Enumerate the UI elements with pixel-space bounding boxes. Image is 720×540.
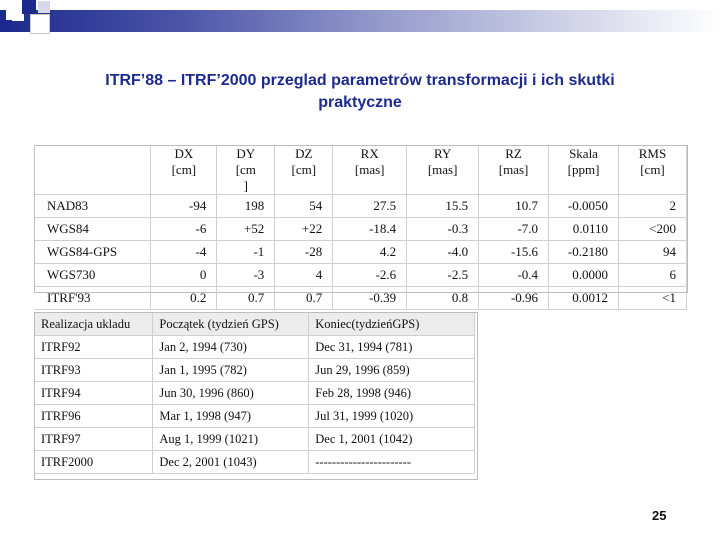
- table-header-row: [35, 313, 475, 336]
- table-cell: 2: [619, 195, 687, 218]
- header-cell-dz: DZ [cm]: [275, 146, 333, 195]
- table-cell: 27.5: [333, 195, 407, 218]
- table-cell: -0.39: [333, 287, 407, 310]
- header-cell-dy: DY [cm ]: [217, 146, 275, 195]
- table-cell: +52: [217, 218, 275, 241]
- row-label: WGS84-GPS: [35, 241, 151, 264]
- table-row: [35, 359, 475, 382]
- table-cell: Feb 28, 1998 (946): [309, 382, 475, 405]
- table-cell: Jun 30, 1996 (860): [153, 382, 309, 405]
- table-cell: ITRF96: [35, 405, 153, 428]
- table-cell: ITRF94: [35, 382, 153, 405]
- header-decoration-square: [22, 0, 36, 14]
- header-cell-realization: Realizacja ukladu: [35, 313, 153, 336]
- table-row: [35, 382, 475, 405]
- table-cell: 6: [619, 264, 687, 287]
- table-header-row: [35, 146, 687, 195]
- row-label: ITRF'93: [35, 287, 151, 310]
- header-decoration-square: [30, 14, 50, 34]
- table-row: [35, 218, 687, 241]
- table-cell: -4: [151, 241, 217, 264]
- table-cell: Jan 1, 1995 (782): [153, 359, 309, 382]
- table-cell: -3: [217, 264, 275, 287]
- table-cell: ITRF92: [35, 336, 153, 359]
- table-cell: Dec 2, 2001 (1043): [153, 451, 309, 474]
- table-row: [35, 405, 475, 428]
- table-cell: 54: [275, 195, 333, 218]
- table-cell: +22: [275, 218, 333, 241]
- table-cell: -2.6: [333, 264, 407, 287]
- table-cell: Dec 1, 2001 (1042): [309, 428, 475, 451]
- transformation-parameters-table: [34, 145, 688, 305]
- table-row: [35, 428, 475, 451]
- header-cell-rz: RZ [mas]: [479, 146, 549, 195]
- header-decoration-square: [38, 1, 50, 13]
- header-cell-end: Koniec(tydzieńGPS): [309, 313, 475, 336]
- table-cell: 198: [217, 195, 275, 218]
- table-cell: 4: [275, 264, 333, 287]
- table-row: [35, 241, 687, 264]
- realization-table: [34, 312, 478, 480]
- table-cell: 0.7: [275, 287, 333, 310]
- table-cell: 0.2: [151, 287, 217, 310]
- table-cell: 10.7: [479, 195, 549, 218]
- table-cell: -7.0: [479, 218, 549, 241]
- header-decoration-square: [0, 20, 12, 32]
- slide-title: [40, 70, 680, 114]
- table-cell: -0.96: [479, 287, 549, 310]
- table-cell: -1: [217, 241, 275, 264]
- table-cell: <1: [619, 287, 687, 310]
- table-cell: Jun 29, 1996 (859): [309, 359, 475, 382]
- header-gradient-bar: [0, 10, 720, 32]
- slide-title-line2: praktyczne: [318, 94, 402, 111]
- table-cell: 0.0110: [549, 218, 619, 241]
- table-cell: -0.0050: [549, 195, 619, 218]
- table-cell: 0.0012: [549, 287, 619, 310]
- table-row: [35, 287, 687, 310]
- table-cell: 15.5: [407, 195, 479, 218]
- header-cell-rx: RX [mas]: [333, 146, 407, 195]
- table-cell: -0.2180: [549, 241, 619, 264]
- table-cell: -0.3: [407, 218, 479, 241]
- table-cell: 0: [151, 264, 217, 287]
- table-cell: Jan 2, 1994 (730): [153, 336, 309, 359]
- table-row: [35, 451, 475, 474]
- table-cell: -15.6: [479, 241, 549, 264]
- header-cell-ry: RY [mas]: [407, 146, 479, 195]
- table-cell: 0.8: [407, 287, 479, 310]
- header-cell-dx: DX [cm]: [151, 146, 217, 195]
- table-cell: -6: [151, 218, 217, 241]
- table-cell: Dec 31, 1994 (781): [309, 336, 475, 359]
- table-cell: 4.2: [333, 241, 407, 264]
- table-cell: Jul 31, 1999 (1020): [309, 405, 475, 428]
- table-row: [35, 264, 687, 287]
- table-cell: -2.5: [407, 264, 479, 287]
- table-cell: -0.4: [479, 264, 549, 287]
- page-number: 25: [652, 508, 667, 523]
- row-label: WGS730: [35, 264, 151, 287]
- table-cell: ITRF97: [35, 428, 153, 451]
- row-label: NAD83: [35, 195, 151, 218]
- header-cell-start: Początek (tydzień GPS): [153, 313, 309, 336]
- table-cell: -18.4: [333, 218, 407, 241]
- table-cell: <200: [619, 218, 687, 241]
- table-cell: ITRF2000: [35, 451, 153, 474]
- table-row: [35, 195, 687, 218]
- header-cell-blank: [35, 146, 151, 195]
- table-cell: -28: [275, 241, 333, 264]
- table-cell: ITRF93: [35, 359, 153, 382]
- header-cell-rms: RMS [cm]: [619, 146, 687, 195]
- slide-title-line1: ITRF’88 – ITRF’2000 przeglad parametrów transformacji i ich skutki: [105, 72, 615, 89]
- table-row: [35, 336, 475, 359]
- table-cell: Aug 1, 1999 (1021): [153, 428, 309, 451]
- table-cell: -----------------------: [309, 451, 475, 474]
- table-cell: 0.7: [217, 287, 275, 310]
- header-cell-skala: Skala [ppm]: [549, 146, 619, 195]
- row-label: WGS84: [35, 218, 151, 241]
- table-cell: Mar 1, 1998 (947): [153, 405, 309, 428]
- table-cell: 0.0000: [549, 264, 619, 287]
- table-cell: -4.0: [407, 241, 479, 264]
- table-cell: 94: [619, 241, 687, 264]
- table-cell: -94: [151, 195, 217, 218]
